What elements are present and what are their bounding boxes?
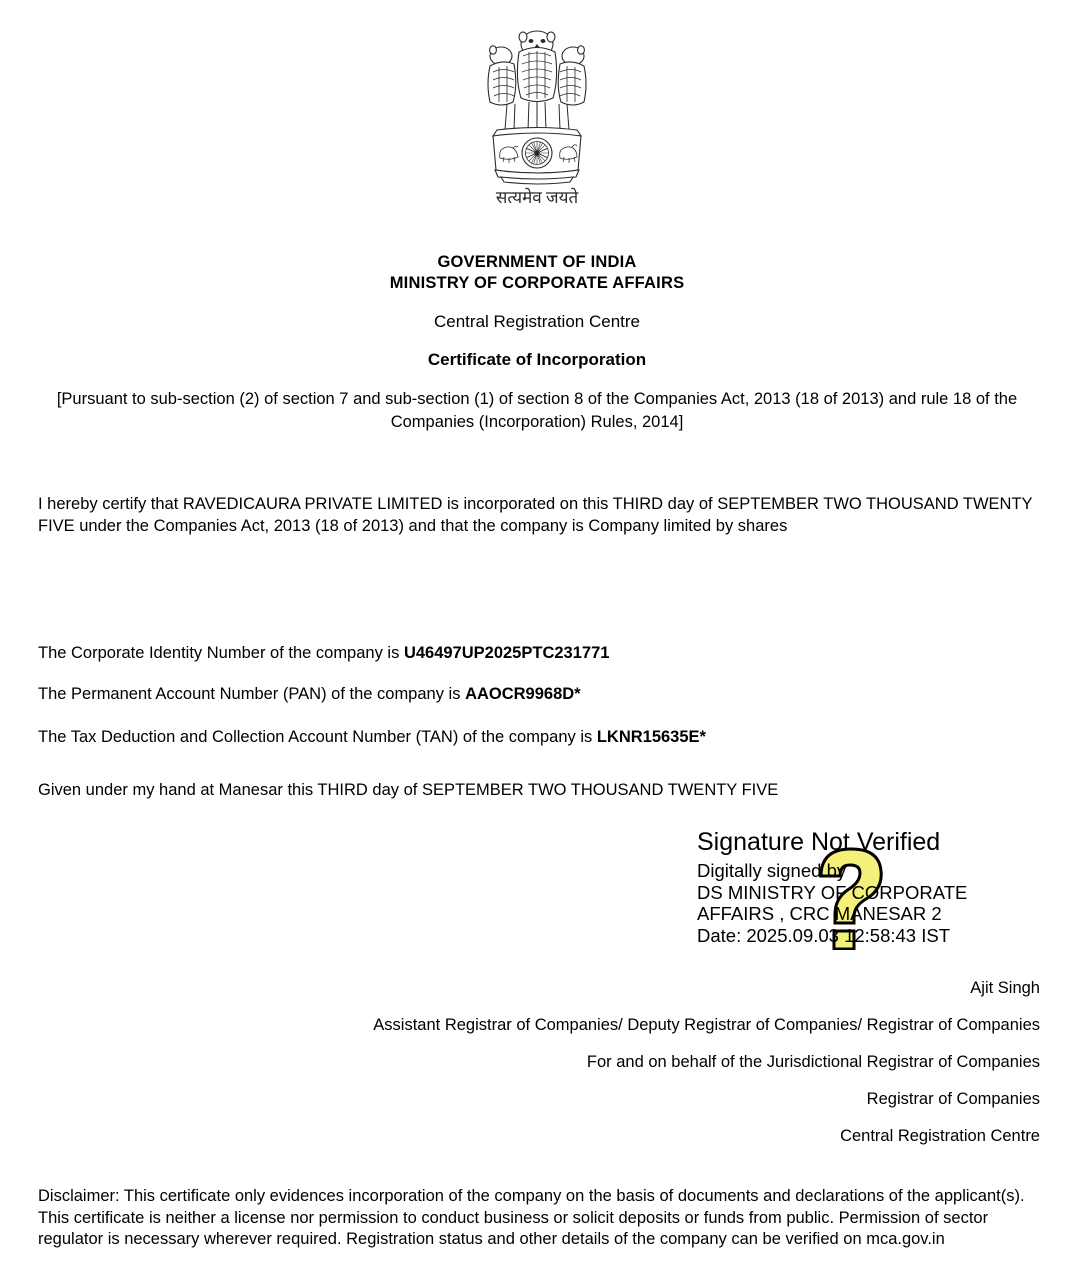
emblem-motto: सत्यमेव जयते [495,188,579,207]
signature-status: Signature Not Verified [697,828,941,856]
cin-line [38,643,1040,665]
disclaimer-text: Disclaimer: This certificate only evidences incorporation of the company on the basis of documents and declarations of the applicant(s). This certificate is neither a license nor permission to conduct business or solicit deposits or funds from public. Permission of sector regulator is necessary wherever required. Registration status and other details of the company can be verified on mca.gov.in [38,1187,1025,1248]
office-line: Central Registration Centre [434,312,640,331]
signatory-office: Registrar of Companies [866,1090,1040,1108]
document-header [0,252,1074,434]
digital-signature-block[interactable] [697,828,1043,950]
signatory-on-behalf: For and on behalf of the Jurisdictional Registrar of Companies [586,1053,1040,1071]
signatory-block [38,978,1040,1147]
signature-date: Date: 2025.09.03 12:58:43 IST [697,924,951,946]
given-under-hand-line: Given under my hand at Manesar this THIRD day of SEPTEMBER TWO THOUSAND TWENTY FIVE [38,781,779,799]
pursuant-citation: [Pursuant to sub-section (2) of section 7 and sub-section (1) of section 8 of the Companies Act, 2013 (18 of 2013) and rule 18 of the Companies (Incorporation) Rules, 2014] [56,390,1018,431]
cin-value: U46497UP2025PTC231771 [403,644,610,662]
india-state-emblem-lion-capital-icon [471,22,603,218]
tan-line [38,727,1040,749]
signatory-designation: Assistant Registrar of Companies/ Deputy Registrar of Companies/ Registrar of Companies [373,1016,1040,1034]
pan-value: AAOCR9968D* [465,685,581,703]
company-name: RAVEDICAURA PRIVATE LIMITED [182,495,443,513]
page-title: Certificate of Incorporation [427,350,647,369]
signatory-centre: Central Registration Centre [840,1127,1040,1145]
signer-line-2: AFFAIRS , CRC MANESAR 2 [697,903,942,924]
government-line: GOVERNMENT OF INDIA [437,253,637,271]
pan-line [38,684,1040,706]
tan-label: The Tax Deduction and Collection Account Number (TAN) of the company is [38,728,597,746]
signer-line-1: DS MINISTRY OF CORPORATE [697,881,968,903]
certify-prefix: I hereby certify that [38,495,183,513]
pan-label: The Permanent Account Number (PAN) of the company is [38,685,466,703]
cin-label: The Corporate Identity Number of the company is [38,644,404,662]
digitally-signed-by-label: Digitally signed by [697,860,847,881]
signatory-name: Ajit Singh [970,979,1040,997]
tan-value: LKNR15635E* [596,728,706,746]
certify-middle: is incorporated on this THIRD day of SEPTEMBER TWO THOUSAND TWENTY FIVE under the Companies Act, 2013 (18 of 2013) and that the company is Company limited by shares [38,495,1033,535]
ministry-line: MINISTRY OF CORPORATE AFFAIRS [389,274,685,292]
emblem-container [0,22,1074,223]
certification-paragraph [38,494,1040,537]
